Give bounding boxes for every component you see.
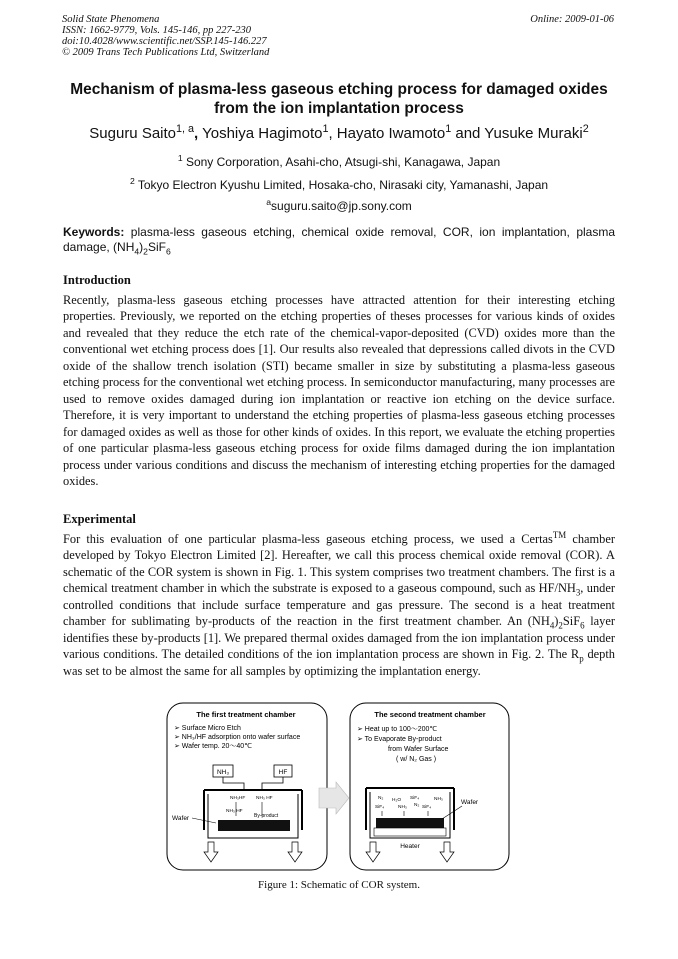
introduction-paragraph: Recently, plasma-less gaseous etching processes have attracted attention for their interesting etching properties. Previously, we reported on the etching properties of theses processes for various kinds of oxides and revealed that they reduce the etch rate of the chemical-vapor-deposited (CVD) oxides more than the conventional wet etching process does [1]. Our results also revealed that depressions called divots in the CVD oxide of the shallow trench isolation (STI) became smaller in size by substituting a plasma-less gaseous etching process for the conventional wet etching process. In semiconductor manufacturing, many processes are used to remove oxides damaged during ion implantation or reactive ion etching on the device surface. Therefore, it is very important to understand the etching properties of plasma-less gaseous etching processes for damaged oxides as well as those for other kinds of oxides. In this report, we evaluate the etching properties of one particular plasma-less gaseous etching process for oxide films damaged during the ion implantation process under various conditions and discuss the mechanism of interesting etching properties for the damaged oxides. [63,293,615,488]
first-bullet-2: ➢ NH₃/HF adsorption onto wafer surface [174,734,301,741]
gas-label: NH₃HF [230,796,246,801]
second-bullet-2: ➢ To Evaporate By-product [357,736,442,743]
wafer-first-chamber [218,820,290,831]
contact-email [40,199,638,213]
exp-text: , under controlled conditions that include surface temperature and gas pressure. The second is a heat treatment chamber for sublimating by-products of the reaction in the first treatment chamber. An (NH [63,581,615,629]
exp-text: depth was set to be almost the same for all samples by optimizing the implantation energy. [63,647,615,678]
issn: ISSN: 1662-9779, Vols. 145-146, pp 227-230 [62,25,251,36]
second-chamber-title: The second treatment chamber [374,710,486,719]
keywords-label: Keywords: [63,225,125,239]
author-2-affil: 1 [322,123,329,135]
first-chamber-title: The first treatment chamber [196,710,296,719]
exp-text: layer identifies these by-products [1]. We prepared thermal oxides damaged from the ion implantation process under various conditions. The detailed conditions of the ion implantation process are shown in Fig. 2. The R [63,614,615,662]
exp-text: chamber developed by Tokyo Electron Limited [2]. Hereafter, we call this process chemical oxide removal (COR). A schematic of the COR system is shown in Fig. 1. This system comprises two treatment chambers. The first is a chemical treatment chamber in which the substrate is exposed to a gaseous compound, such as HF/NH [63,532,615,596]
wafer-label-right: Wafer [461,799,479,806]
email-marker: a [266,197,272,207]
affiliation-1-number: 1 [177,153,183,163]
kw-sub: 6 [165,246,171,257]
wafer-second-chamber [376,818,444,828]
affiliation-2-number: 2 [129,176,135,186]
online-date: Online: 2009-01-06 [530,14,614,25]
gas-label: N₂ [378,796,384,801]
experimental-paragraph [63,531,615,679]
hf-label: HF [278,769,288,776]
keywords-text: plasma-less gaseous etching, chemical oxide removal, COR, ion implantation, plasma damage, (NH [63,225,615,254]
wafer-label-left: Wafer [172,815,190,822]
second-bullet-3: from Wafer Surface [388,746,449,753]
nh3-label: NH₃ [216,769,230,776]
figure-caption: Figure 1: Schematic of COR system. [258,879,420,891]
section-heading-experimental: Experimental [63,512,136,526]
doi: doi:10.4028/www.scientific.net/SSP.145-146.227 [62,36,267,47]
author-list [40,125,638,143]
paper-title [40,80,638,118]
second-bullet-1: ➢ Heat up to 100～200℃ [357,726,438,733]
exp-sub: 3 [575,587,581,598]
section-heading-introduction: Introduction [63,273,131,287]
heater-label: Heater [400,843,420,850]
gas-label: NH₃ [434,797,443,802]
journal-header [62,14,269,58]
keywords [63,225,615,255]
title-line-1: Mechanism of plasma-less gaseous etching process for damaged oxides [70,81,608,98]
byproduct-label: By-product [254,813,279,819]
copyright: © 2009 Trans Tech Publications Ltd, Switzerland [62,47,270,58]
kw-mid: ) [139,240,144,254]
author-3: , Hayato Iwamoto [328,125,446,142]
heater-plate [374,828,446,836]
author-3-affil: 1 [445,123,452,135]
kw-end: SiF [147,240,166,254]
journal-name: Solid State Phenomena [62,14,160,25]
exp-sub: 6 [580,620,585,631]
kw-sub: 4 [134,246,140,257]
affiliation-2 [40,178,638,192]
cor-system-schematic [166,702,511,872]
affiliation-2-text: Tokyo Electron Kyushu Limited, Hosaka-cho, Nirasaki city, Yamanashi, Japan [134,178,549,192]
kw-sub: 2 [143,246,148,257]
gas-label: H₂O [392,798,402,803]
gas-label: NH₃ HF [256,796,273,801]
author-4-affil: 2 [582,123,589,135]
first-bullet-3: ➢ Wafer temp. 20～40℃ [174,743,253,750]
exp-text: SiF [562,614,581,629]
email-address[interactable]: suguru.saito@jp.sony.com [271,199,412,213]
author-separator: , [194,125,199,142]
title-line-2: from the ion implantation process [214,100,464,117]
affiliation-1-text: Sony Corporation, Asahi-cho, Atsugi-shi, Kanagawa, Japan [182,155,501,169]
exp-text: For this evaluation of one particular plasma-less gaseous etching process, we used a Certas [63,532,553,546]
exp-sub: p [579,653,584,664]
gas-label: N₂ [414,803,420,808]
gas-label: SiF₄ [422,805,432,810]
trademark: TM [552,529,567,540]
gas-label: NH₃ HF [226,809,243,814]
gas-label: SiF₄ [410,796,420,801]
gas-label: NH₃ [398,805,407,810]
exp-text: ) [554,614,559,629]
author-1-affil: 1, a [176,123,195,135]
gas-label: SiF₄ [375,805,385,810]
affiliation-1 [40,155,638,169]
first-bullet-1: ➢ Surface Micro Etch [174,725,241,732]
author-1: Suguru Saito [89,125,177,142]
author-4: and Yusuke Muraki [451,125,583,142]
exp-sub: 2 [558,620,563,631]
exp-sub: 4 [549,620,555,631]
author-2: Yoshiya Hagimoto [198,125,323,142]
second-bullet-4: ( w/ N₂ Gas ) [396,756,437,763]
